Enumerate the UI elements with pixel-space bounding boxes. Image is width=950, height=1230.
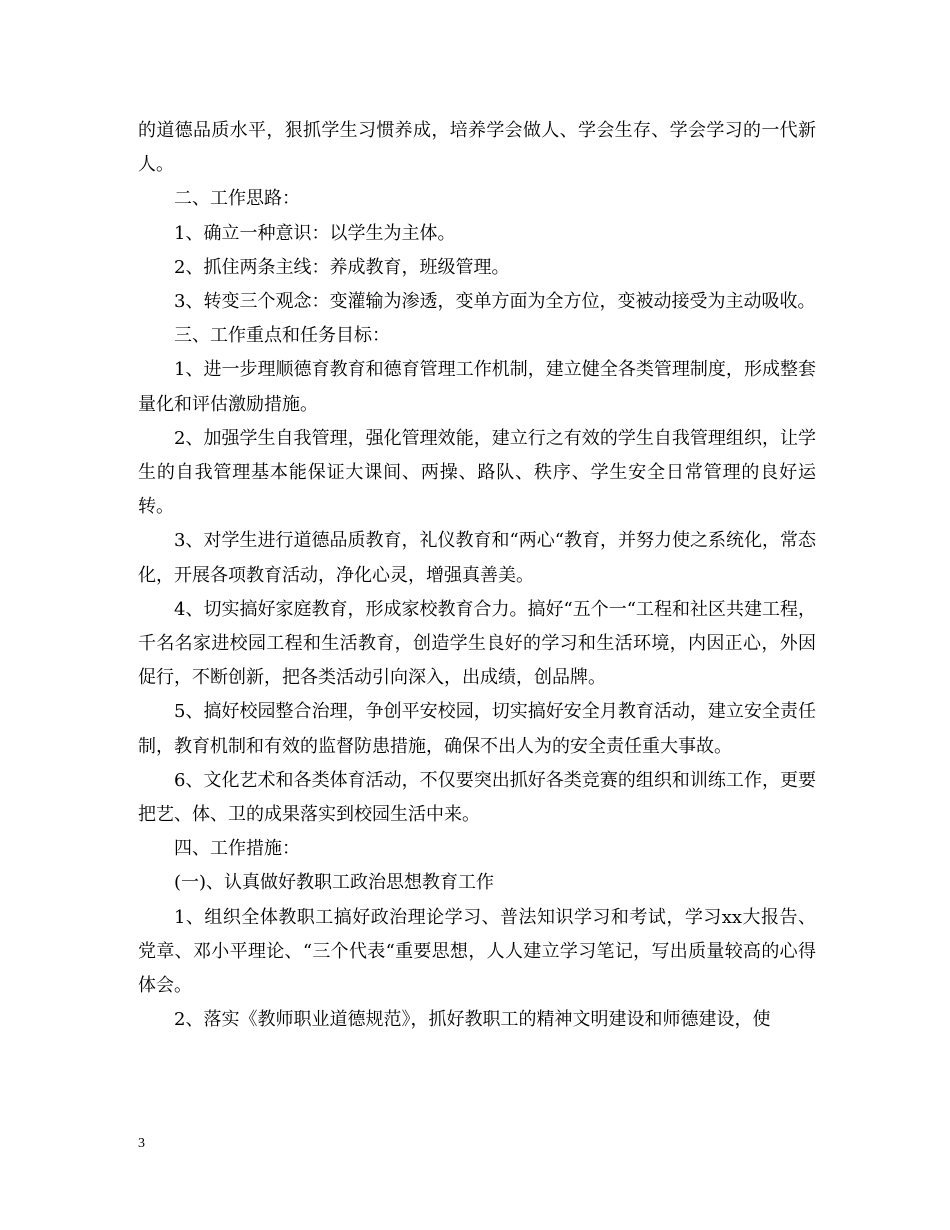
page-number: 3: [138, 1136, 145, 1151]
body-paragraph: 1、确立一种意识：以学生为主体。: [174, 222, 456, 244]
body-paragraph: 2、落实《教师职业道德规范》，抓好教职工的精神文明建设和师德建设，使: [174, 1009, 771, 1031]
subsection-heading: (一)、认真做好教职工政治思想教育工作: [174, 872, 495, 894]
body-paragraph: 1、进一步理顺德育教育和德育管理工作机制，建立健全各类管理制度，形成整套量化和评估激励措施。: [138, 359, 816, 415]
body-paragraph: 5、搞好校园整合治理，争创平安校园，切实搞好安全月教育活动，建立安全责任制，教育机制和有效的监督防患措施，确保不出人为的安全责任重大事故。: [138, 701, 816, 757]
body-paragraph: 的道德品质水平，狠抓学生习惯养成，培养学会做人、学会生存、学会学习的一代新人。: [138, 120, 816, 176]
body-paragraph: 3、对学生进行道德品质教育，礼仪教育和“两心“教育，并努力使之系统化，常态化，开展各项教育活动，净化心灵，增强真善美。: [138, 530, 816, 586]
body-paragraph: 3、转变三个观念：变灌输为渗透，变单方面为全方位，变被动接受为主动吸收。: [174, 291, 816, 313]
body-paragraph: 2、加强学生自我管理，强化管理效能，建立行之有效的学生自我管理组织，让学生的自我管理基本能保证大课间、两操、路队、秩序、学生安全日常管理的良好运转。: [138, 427, 816, 518]
body-paragraph: 4、切实搞好家庭教育，形成家校教育合力。搞好“五个一“工程和社区共建工程，千名名家进校园工程和生活教育，创造学生良好的学习和生活环境，内因正心，外因促行，不断创新，把各类活动引向深入，出成绩，创品牌。: [138, 598, 816, 689]
section-heading: 二、工作思路：: [174, 188, 300, 210]
document-body: [138, 114, 816, 1037]
section-heading: 三、工作重点和任务目标：: [174, 325, 390, 347]
section-heading: 四、工作措施：: [174, 838, 300, 860]
body-paragraph: 2、抓住两条主线：养成教育，班级管理。: [174, 256, 510, 278]
body-paragraph: 6、文化艺术和各类体育活动，不仅要突出抓好各类竞赛的组织和训练工作，更要把艺、体、卫的成果落实到校园生活中来。: [138, 769, 816, 826]
body-paragraph: 1、组织全体教职工搞好政治理论学习、普法知识学习和考试，学习xx大报告、党章、邓小平理论、“三个代表“重要思想，人人建立学习笔记，写出质量较高的心得体会。: [138, 906, 816, 997]
